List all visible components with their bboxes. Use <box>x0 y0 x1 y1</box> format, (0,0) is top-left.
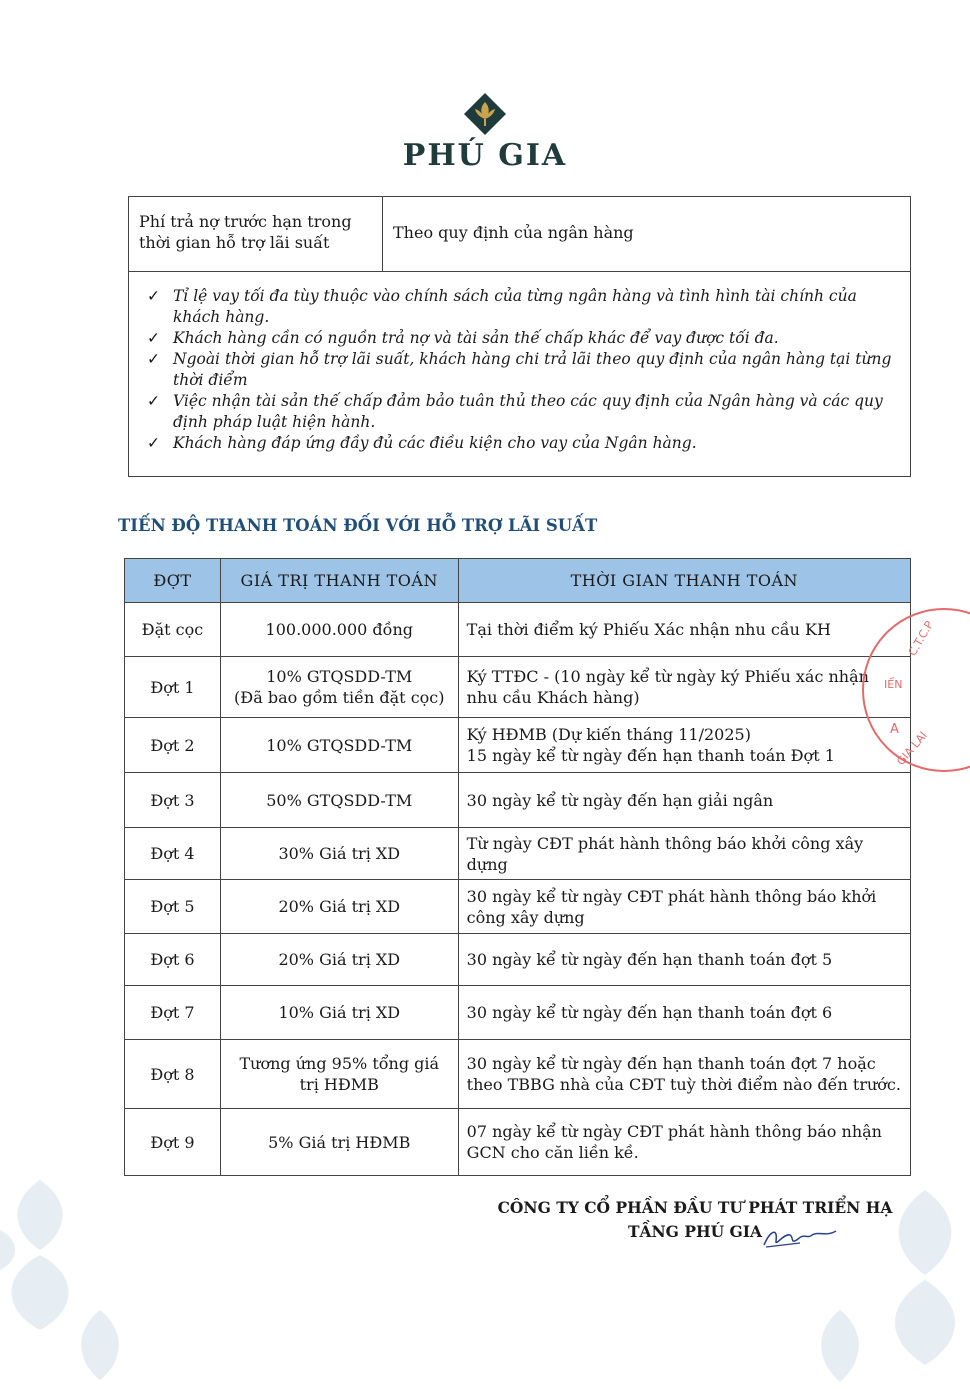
table-row <box>125 603 911 657</box>
row-value: 10% Giá trị XD <box>220 986 458 1040</box>
row-dot: Đợt 5 <box>125 880 221 934</box>
row-time: 30 ngày kể từ ngày CĐT phát hành thông báo khởi công xây dựng <box>458 880 910 934</box>
lotus-logo-icon <box>463 92 507 136</box>
note-text: Khách hàng cần có nguồn trả nợ và tài sản thế chấp khác để vay được tối đa. <box>173 329 779 347</box>
checkmark-icon: ✓ <box>147 287 160 305</box>
brand-name: PHÚ GIA <box>402 138 568 173</box>
row-value: Tương ứng 95% tổng giá trị HĐMB <box>220 1040 458 1109</box>
row-time: 30 ngày kể từ ngày đến hạn thanh toán đợt 5 <box>458 934 910 986</box>
notes-list <box>129 272 910 454</box>
note-item <box>147 349 900 391</box>
fee-label: Phí trả nợ trước hạn trong thời gian hỗ trợ lãi suất <box>129 197 383 271</box>
row-time: Từ ngày CĐT phát hành thông báo khởi công xây dựng <box>458 828 910 880</box>
checkmark-icon: ✓ <box>147 434 160 452</box>
note-item <box>147 328 900 349</box>
row-value: 20% Giá trị XD <box>220 934 458 986</box>
row-value: 100.000.000 đồng <box>220 603 458 657</box>
brand-logo <box>0 92 970 173</box>
header-value: GIÁ TRỊ THANH TOÁN <box>220 559 458 603</box>
checkmark-icon: ✓ <box>147 350 160 368</box>
company-name-line2: TẦNG PHÚ GIA <box>627 1222 763 1241</box>
row-value: 50% GTQSDD-TM <box>220 773 458 828</box>
header-time: THỜI GIAN THANH TOÁN <box>458 559 910 603</box>
row-time: 07 ngày kể từ ngày CĐT phát hành thông báo nhận GCN cho căn liền kề. <box>458 1109 910 1176</box>
seal-text-mid: IỂN <box>884 678 903 691</box>
fee-value: Theo quy định của ngân hàng <box>393 223 634 242</box>
payment-schedule-table <box>124 558 911 1176</box>
table-row <box>125 880 911 934</box>
row-dot: Đợt 1 <box>125 657 221 718</box>
table-row <box>125 934 911 986</box>
table-row <box>125 986 911 1040</box>
seal-text-top: C.T.C.P <box>905 618 937 659</box>
row-dot: Đợt 7 <box>125 986 221 1040</box>
header-dot: ĐỢT <box>125 559 221 603</box>
row-value: 10% GTQSDD-TM (Đã bao gồm tiền đặt cọc) <box>220 657 458 718</box>
row-time: 30 ngày kể từ ngày đến hạn giải ngân <box>458 773 910 828</box>
table-header-row <box>125 559 911 603</box>
note-item <box>147 391 900 433</box>
seal-text-bottom: GIA LAI <box>894 729 930 768</box>
ornament-right-icon <box>800 1170 970 1389</box>
row-dot: Đợt 9 <box>125 1109 221 1176</box>
table-body <box>125 603 911 1176</box>
checkmark-icon: ✓ <box>147 392 160 410</box>
row-time: 30 ngày kể từ ngày đến hạn thanh toán đợt 6 <box>458 986 910 1040</box>
row-time: 30 ngày kể từ ngày đến hạn thanh toán đợt 7 hoặc theo TBBG nhà của CĐT tuỳ thời điểm nào đến trước. <box>458 1040 910 1109</box>
table-row <box>125 828 911 880</box>
seal-text-mark: A <box>890 722 899 737</box>
row-dot: Đợt 6 <box>125 934 221 986</box>
ornament-left-icon <box>0 1160 130 1389</box>
note-text: Ngoài thời gian hỗ trợ lãi suất, khách hàng chi trả lãi theo quy định của ngân hàng tại từng thời điểm <box>173 350 892 389</box>
row-time: Ký HĐMB (Dự kiến tháng 11/2025) 15 ngày kể từ ngày đến hạn thanh toán Đợt 1 <box>458 718 910 773</box>
fee-row <box>129 197 910 272</box>
section-title: TIẾN ĐỘ THANH TOÁN ĐỐI VỚI HỖ TRỢ LÃI SUẤT <box>118 516 598 535</box>
row-value: 20% Giá trị XD <box>220 880 458 934</box>
row-value: 30% Giá trị XD <box>220 828 458 880</box>
table-row <box>125 718 911 773</box>
row-dot: Đợt 8 <box>125 1040 221 1109</box>
checkmark-icon: ✓ <box>147 329 160 347</box>
row-dot: Đợt 2 <box>125 718 221 773</box>
note-text: Tỉ lệ vay tối đa tùy thuộc vào chính sách của từng ngân hàng và tình hình tài chính của khách hàng. <box>173 287 857 326</box>
note-text: Việc nhận tài sản thế chấp đảm bảo tuân thủ theo các quy định của Ngân hàng và các quy định pháp luật hiện hành. <box>173 392 883 431</box>
table-row <box>125 1109 911 1176</box>
table-row <box>125 773 911 828</box>
row-dot: Đợt 4 <box>125 828 221 880</box>
company-name-line1: CÔNG TY CỔ PHẦN ĐẦU TƯ PHÁT TRIỂN HẠ <box>497 1198 893 1217</box>
row-time: Tại thời điểm ký Phiếu Xác nhận nhu cầu KH <box>458 603 910 657</box>
row-time: Ký TTĐC - (10 ngày kể từ ngày ký Phiếu xác nhận nhu cầu Khách hàng) <box>458 657 910 718</box>
table-row <box>125 657 911 718</box>
row-value: 10% GTQSDD-TM <box>220 718 458 773</box>
table-row <box>125 1040 911 1109</box>
row-dot: Đợt 3 <box>125 773 221 828</box>
loan-conditions-box <box>128 196 911 477</box>
note-item <box>147 433 900 454</box>
note-item <box>147 286 900 328</box>
note-text: Khách hàng đáp ứng đầy đủ các điều kiện cho vay của Ngân hàng. <box>173 434 697 452</box>
row-value: 5% Giá trị HĐMB <box>220 1109 458 1176</box>
row-dot: Đặt cọc <box>125 603 221 657</box>
